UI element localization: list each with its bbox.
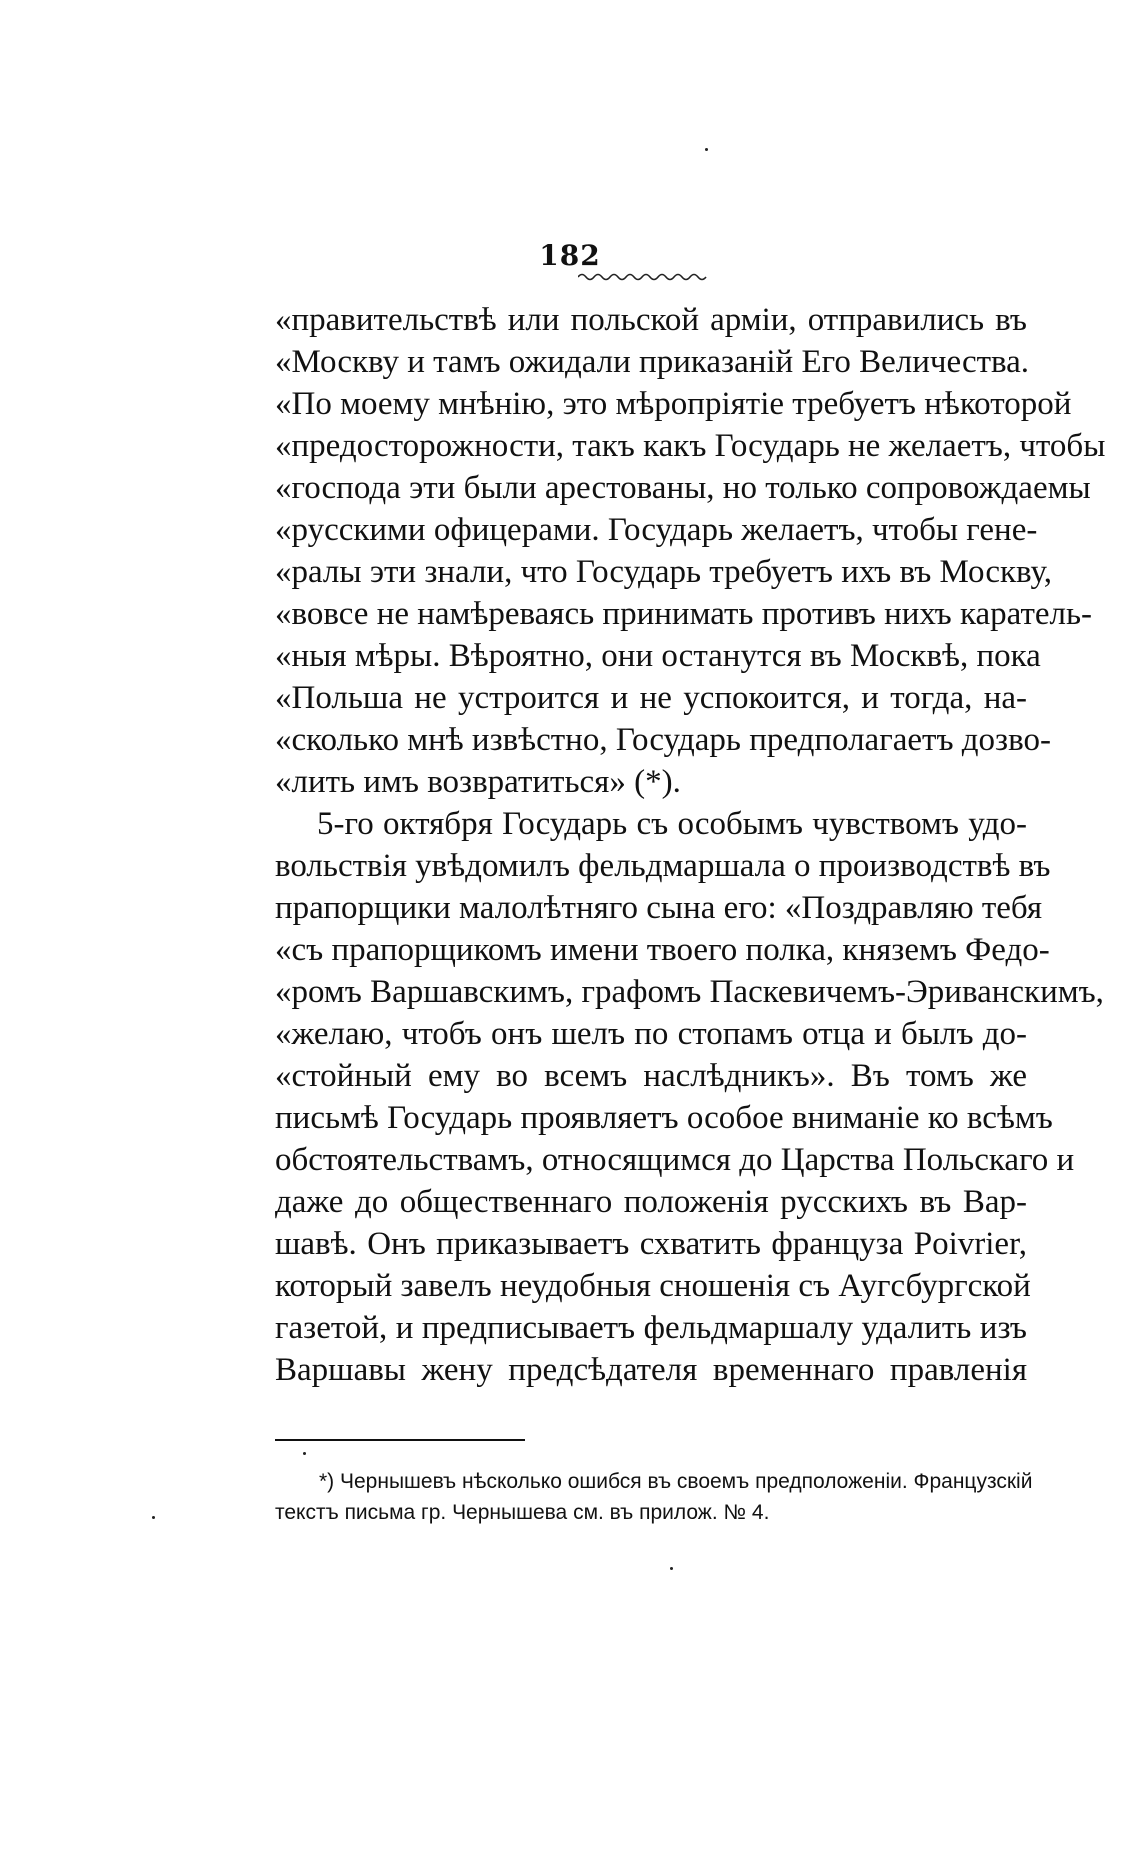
text-line: «желаю, чтобъ онъ шелъ по стопамъ отца и былъ до- bbox=[275, 1016, 1027, 1052]
text-line: газетой, и предписываетъ фельдмаршалу удалить изъ bbox=[275, 1310, 1027, 1346]
text-line: «русскими офицерами. Государь желаетъ, чтобы гене- bbox=[275, 512, 1038, 548]
text-line: «вовсе не намѣреваясь принимать противъ нихъ каратель- bbox=[275, 596, 1093, 632]
text-line: «предосторожности, такъ какъ Государь не желаетъ, чтобы bbox=[275, 428, 1106, 464]
text-line: «ромъ Варшавскимъ, графомъ Паскевичемъ-Эриванскимъ, bbox=[275, 974, 1104, 1010]
footnote-divider bbox=[275, 1439, 525, 1441]
text-line: который завелъ неудобныя сношенія съ Аугсбургской bbox=[275, 1268, 1031, 1304]
text-line: «ныя мѣры. Вѣроятно, они останутся въ Москвѣ, пока bbox=[275, 638, 1041, 674]
text-line: прапорщики малолѣтняго сына его: «Поздравляю тебя bbox=[275, 890, 1043, 926]
text-line: «съ прапорщикомъ имени твоего полка, княземъ Федо- bbox=[275, 932, 1050, 968]
page-number: 182 bbox=[539, 239, 601, 272]
text-line: «ралы эти знали, что Государь требуетъ ихъ въ Москву, bbox=[275, 554, 1052, 590]
text-line: шавѣ. Онъ приказываетъ схватить француза Poivrier, bbox=[275, 1226, 1027, 1262]
text-line: письмѣ Государь проявляетъ особое вниманіе ко всѣмъ bbox=[275, 1100, 1053, 1136]
text-line: «лить имъ возвратиться» (*). bbox=[275, 764, 681, 800]
paragraph-start-line: 5-го октября Государь съ особымъ чувствомъ удо- bbox=[317, 806, 1027, 842]
print-speck bbox=[152, 1516, 155, 1519]
text-line: Варшавы жену предсѣдателя временнаго правленія bbox=[275, 1352, 1027, 1388]
footnote-line: *) Чернышевъ нѣсколько ошибся въ своемъ предположеніи. Французскій bbox=[319, 1470, 1033, 1493]
text-line: даже до общественнаго положенія русскихъ въ Вар- bbox=[275, 1184, 1027, 1220]
text-line: вольствія увѣдомилъ фельдмаршала о производствѣ въ bbox=[275, 848, 1051, 884]
text-line: «правительствѣ или польской арміи, отправились въ bbox=[275, 302, 1027, 338]
text-line: «По моему мнѣнію, это мѣропріятіе требуетъ нѣкоторой bbox=[275, 386, 1072, 422]
main-text bbox=[275, 299, 1106, 1391]
header-ornament bbox=[578, 271, 708, 281]
footnote bbox=[275, 1466, 1033, 1528]
text-line: «Москву и тамъ ожидали приказаній Его Величества. bbox=[275, 344, 1030, 380]
text-line: «стойный ему во всемъ наслѣдникъ». Въ томъ же bbox=[275, 1058, 1027, 1094]
print-speck bbox=[705, 148, 708, 151]
print-speck bbox=[303, 1452, 306, 1455]
text-line: «Польша не устроится и не успокоится, и тогда, на- bbox=[275, 680, 1027, 716]
text-line: «господа эти были арестованы, но только сопровождаемы bbox=[275, 470, 1091, 506]
text-line: обстоятельствамъ, относящимся до Царства Польскаго и bbox=[275, 1142, 1075, 1178]
footnote-line: текстъ письма гр. Чернышева см. въ прилож. № 4. bbox=[275, 1501, 770, 1524]
text-line: «сколько мнѣ извѣстно, Государь предполагаетъ дозво- bbox=[275, 722, 1051, 758]
print-speck bbox=[670, 1567, 673, 1570]
